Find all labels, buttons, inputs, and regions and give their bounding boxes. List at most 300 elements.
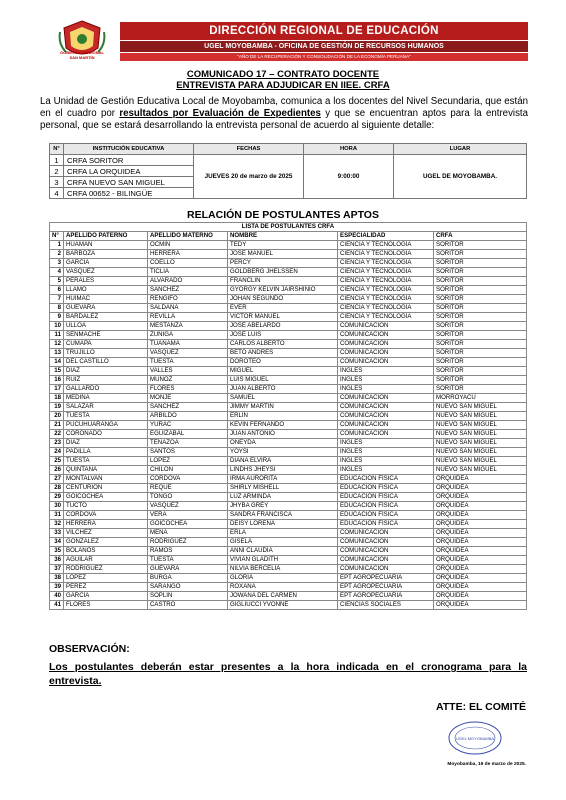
table-cell: LOPEZ — [64, 574, 148, 583]
table-cell: CIENCIA Y TECNOLOGÍA — [338, 241, 434, 250]
table-cell: RODRIGUEZ — [64, 565, 148, 574]
table-cell: LLAMO — [64, 286, 148, 295]
table-cell: VIVIAN GLADITH — [228, 556, 338, 565]
schedule-header: INSTITUCIÓN EDUCATIVA — [64, 144, 194, 155]
table-cell: TONGO — [148, 493, 228, 502]
table-cell: SORITOR — [434, 304, 527, 313]
table-cell: EPT AGROPECUARIA — [338, 583, 434, 592]
table-cell: 13 — [50, 349, 64, 358]
table-row — [50, 259, 527, 268]
document-date: Moyobamba, 19 de marzo de 2025. — [447, 762, 526, 767]
table-row — [50, 394, 527, 403]
table-cell: COMUNICACIÓN — [338, 565, 434, 574]
table-cell: 3 — [50, 259, 64, 268]
table-row — [50, 349, 527, 358]
table-cell: SORITOR — [434, 250, 527, 259]
table-cell: ORQUIDEA — [434, 601, 527, 610]
table-cell: ORQUIDEA — [434, 565, 527, 574]
table-cell: VALLES — [148, 367, 228, 376]
table-cell: BARDALEZ — [64, 313, 148, 322]
table-cell: NUEVO SAN MIGUEL — [434, 412, 527, 421]
table-cell: NUEVO SAN MIGUEL — [434, 403, 527, 412]
table-cell: CIENCIA Y TECNOLOGÍA — [338, 277, 434, 286]
table-row — [50, 511, 527, 520]
table-cell: HERRERA — [64, 520, 148, 529]
table-cell: ORQUIDEA — [434, 511, 527, 520]
table-cell: DIANA ELVIRA — [228, 457, 338, 466]
table-cell: CORONADO — [64, 430, 148, 439]
table-cell: FLORES — [148, 385, 228, 394]
table-cell: BOLAÑOS — [64, 547, 148, 556]
table-cell: LUZ ARMINDA — [228, 493, 338, 502]
table-cell: PUCUHUARANGA — [64, 421, 148, 430]
applicants-header: APELLIDO PATERNO — [64, 232, 148, 241]
table-cell: NUEVO SAN MIGUEL — [434, 448, 527, 457]
table-cell: 26 — [50, 466, 64, 475]
table-row — [50, 502, 527, 511]
table-cell: CORDOVA — [148, 475, 228, 484]
applicants-header: ESPECIALIDAD — [338, 232, 434, 241]
table-row — [50, 583, 527, 592]
table-cell: 15 — [50, 367, 64, 376]
table-cell: EDUCACIÓN FÍSICA — [338, 520, 434, 529]
table-cell: MEDINA — [64, 394, 148, 403]
table-cell: 6 — [50, 286, 64, 295]
table-cell: SALDAÑA — [148, 304, 228, 313]
table-cell: INGLES — [338, 367, 434, 376]
table-cell: 25 — [50, 457, 64, 466]
table-row — [50, 439, 527, 448]
table-cell: JOSE ABELARDO — [228, 322, 338, 331]
table-row — [50, 241, 527, 250]
table-row — [50, 322, 527, 331]
table-cell: JOWANA DEL CARMEN — [228, 592, 338, 601]
table-cell: EDUCACIÓN FÍSICA — [338, 511, 434, 520]
table-cell: 14 — [50, 358, 64, 367]
table-row — [50, 475, 527, 484]
table-cell: 35 — [50, 547, 64, 556]
table-cell: IRMA AURORITA — [228, 475, 338, 484]
table-cell: INGLES — [338, 457, 434, 466]
table-cell: SORITOR — [434, 322, 527, 331]
table-cell: JOHAN SEGUNDO — [228, 295, 338, 304]
table-cell: TUESTA — [148, 556, 228, 565]
table-cell: SORITOR — [434, 286, 527, 295]
table-cell: ORQUIDEA — [434, 583, 527, 592]
table-cell: TUCTO — [64, 502, 148, 511]
schedule-row: 1 CRFA SORITOR JUEVES 20 de marzo de 2025 9:00:00 UGEL DE MOYOBAMBA. — [50, 155, 527, 166]
table-cell: ARBILDO — [148, 412, 228, 421]
table-cell: 10 — [50, 322, 64, 331]
table-cell: EDUCACIÓN FÍSICA — [338, 493, 434, 502]
table-cell: 40 — [50, 592, 64, 601]
table-cell: FLORES — [64, 601, 148, 610]
table-cell: CIENCIA Y TECNOLOGÍA — [338, 268, 434, 277]
applicants-header: N° — [50, 232, 64, 241]
table-cell: 22 — [50, 430, 64, 439]
table-cell: HUAMAN — [64, 241, 148, 250]
table-cell: OCMIN — [148, 241, 228, 250]
table-cell: PERCY — [228, 259, 338, 268]
table-row — [50, 520, 527, 529]
signature-committee: ATTE: EL COMITÉ — [435, 701, 526, 713]
table-cell: EVER — [228, 304, 338, 313]
table-cell: EPT AGROPECUARIA — [338, 592, 434, 601]
table-row — [50, 529, 527, 538]
table-cell: SANCHEZ — [148, 403, 228, 412]
table-row — [50, 565, 527, 574]
header-motto: "AÑO DE LA RECUPERACIÓN Y CONSOLIDACIÓN DE LA ECONOMÍA PERUANA" — [120, 53, 528, 61]
table-cell: DIAZ — [64, 367, 148, 376]
table-cell: REVILLA — [148, 313, 228, 322]
table-cell: SALAZAR — [64, 403, 148, 412]
table-cell: 19 — [50, 403, 64, 412]
table-cell: ULLOA — [64, 322, 148, 331]
table-row — [50, 313, 527, 322]
table-cell: COMUNICACIÓN — [338, 538, 434, 547]
table-cell: SHIRLY MISHELL — [228, 484, 338, 493]
table-cell: SORITOR — [434, 241, 527, 250]
table-cell: SORITOR — [434, 331, 527, 340]
table-cell: INGLES — [338, 466, 434, 475]
table-cell: COMUNICACIÓN — [338, 547, 434, 556]
table-cell: SORITOR — [434, 358, 527, 367]
schedule-header: LUGAR — [394, 144, 527, 155]
table-cell: FRANCLIN — [228, 277, 338, 286]
table-cell: ERLIN — [228, 412, 338, 421]
table-cell: GUEVARA — [64, 304, 148, 313]
table-cell: 33 — [50, 529, 64, 538]
table-cell: ALVARADO — [148, 277, 228, 286]
table-cell: LUIS MIGUEL — [228, 376, 338, 385]
table-cell: DOROTEO — [228, 358, 338, 367]
table-cell: 20 — [50, 412, 64, 421]
table-cell: INGLES — [338, 385, 434, 394]
table-cell: INGLES — [338, 448, 434, 457]
table-cell: CIENCIA Y TECNOLOGÍA — [338, 250, 434, 259]
table-cell: 41 — [50, 601, 64, 610]
table-cell: JOSE LUIS — [228, 331, 338, 340]
table-cell: ONEYDA — [228, 439, 338, 448]
table-cell: SORITOR — [434, 340, 527, 349]
table-cell: ZUÑIGA — [148, 331, 228, 340]
table-cell: TRUJILLO — [64, 349, 148, 358]
table-cell: ERLA — [228, 529, 338, 538]
table-cell: SAMUEL — [228, 394, 338, 403]
table-cell: INGLES — [338, 439, 434, 448]
table-cell: GYORGY KELVIN JAIRSHINIO — [228, 286, 338, 295]
table-cell: BURGA — [148, 574, 228, 583]
applicants-header: NOMBRE — [228, 232, 338, 241]
table-cell: NUEVO SAN MIGUEL — [434, 457, 527, 466]
table-row — [50, 601, 527, 610]
table-cell: COMUNICACIÓN — [338, 421, 434, 430]
table-cell: GOICOCHEA — [148, 520, 228, 529]
table-cell: GUEVARA — [148, 565, 228, 574]
table-cell: YOYSI — [228, 448, 338, 457]
table-cell: MONJE — [148, 394, 228, 403]
table-cell: VASQUEZ — [64, 268, 148, 277]
table-row — [50, 304, 527, 313]
table-cell: HERRERA — [148, 250, 228, 259]
table-cell: PEREZ — [64, 583, 148, 592]
table-cell: SORITOR — [434, 268, 527, 277]
table-row — [50, 556, 527, 565]
table-cell: CIENCIA Y TECNOLOGÍA — [338, 259, 434, 268]
table-cell: ORQUIDEA — [434, 520, 527, 529]
table-cell: EPT AGROPECUARIA — [338, 574, 434, 583]
list-title: RELACIÓN DE POSTULANTES APTOS — [187, 209, 379, 221]
table-cell: SORITOR — [434, 295, 527, 304]
table-row — [50, 250, 527, 259]
stamp-text: UGEL MOYOBAMBA — [455, 736, 495, 741]
table-cell: TENAZOA — [148, 439, 228, 448]
table-cell: VILCHEZ — [64, 529, 148, 538]
table-cell: RODRIGUEZ — [148, 538, 228, 547]
table-cell: ORQUIDEA — [434, 493, 527, 502]
schedule-table — [49, 143, 527, 199]
table-cell: DIAZ — [64, 439, 148, 448]
table-cell: CIENCIA Y TECNOLOGÍA — [338, 295, 434, 304]
table-cell: 37 — [50, 565, 64, 574]
communique-title: COMUNICADO 17 – CONTRATO DOCENTE — [186, 69, 380, 80]
table-cell: SANCHEZ — [148, 286, 228, 295]
table-cell: VASQUEZ — [148, 349, 228, 358]
table-cell: BARBOZA — [64, 250, 148, 259]
table-cell: TUESTA — [64, 457, 148, 466]
table-cell: 39 — [50, 583, 64, 592]
table-cell: CIENCIA Y TECNOLOGÍA — [338, 286, 434, 295]
table-cell: CENTURIÓN — [64, 484, 148, 493]
table-row — [50, 376, 527, 385]
table-cell: PERALES — [64, 277, 148, 286]
table-cell: RUIZ — [64, 376, 148, 385]
table-cell: ORQUIDEA — [434, 529, 527, 538]
table-cell: 12 — [50, 340, 64, 349]
table-cell: 27 — [50, 475, 64, 484]
table-cell: ORQUIDEA — [434, 502, 527, 511]
intro-paragraph: La Unidad de Gestión Educativa Local de Moyobamba, comunica a los docentes del Nivel Secundaria, que están en el cuadro por resultados por Evaluación de Expedientes y que se encuentran aptos para la entrevista personal, que se estará desarrollando la entrevista personal de acuerdo al siguiente detalle: — [40, 96, 528, 131]
table-cell: MESTANZA — [148, 322, 228, 331]
table-cell: 16 — [50, 376, 64, 385]
table-cell: SORITOR — [434, 376, 527, 385]
table-cell: ROXANA — [228, 583, 338, 592]
table-cell: BETO ANDRES — [228, 349, 338, 358]
table-cell: REQUE — [148, 484, 228, 493]
table-cell: MIGUEL — [228, 367, 338, 376]
table-cell: GLORIA — [228, 574, 338, 583]
table-row — [50, 430, 527, 439]
table-cell: SANDRA FRANCISCA — [228, 511, 338, 520]
table-cell: 17 — [50, 385, 64, 394]
table-cell: TEDY — [228, 241, 338, 250]
table-cell: 1 — [50, 241, 64, 250]
schedule-row: 4 CRFA 00652 - BILINGÜE — [50, 188, 527, 199]
table-row — [50, 403, 527, 412]
table-cell: 8 — [50, 304, 64, 313]
table-cell: CIENCIA Y TECNOLOGÍA — [338, 313, 434, 322]
table-cell: SORITOR — [434, 313, 527, 322]
table-cell: JOSE MANUEL — [228, 250, 338, 259]
table-cell: ANNI CLAUDIA — [228, 547, 338, 556]
table-cell: TUESTA — [64, 412, 148, 421]
table-row — [50, 448, 527, 457]
table-row — [50, 295, 527, 304]
table-row — [50, 493, 527, 502]
table-row — [50, 457, 527, 466]
table-cell: JUAN ANTONIO — [228, 430, 338, 439]
schedule-time: 9:00:00 — [304, 155, 394, 199]
table-cell: GARCIA — [64, 259, 148, 268]
schedule-date: JUEVES 20 de marzo de 2025 — [194, 155, 304, 199]
table-cell: GISELA — [228, 538, 338, 547]
table-cell: GIGLIUCCI YVONNE — [228, 601, 338, 610]
table-cell: 30 — [50, 502, 64, 511]
applicants-header: APELLIDO MATERNO — [148, 232, 228, 241]
table-cell: CIENCIAS SOCIALES — [338, 601, 434, 610]
schedule-row: 2 CRFA LA ORQUIDEA — [50, 166, 527, 177]
table-row — [50, 538, 527, 547]
table-cell: SANTOS — [148, 448, 228, 457]
table-cell: TICLIA — [148, 268, 228, 277]
table-cell: CIENCIA Y TECNOLOGÍA — [338, 304, 434, 313]
table-cell: EDUCACIÓN FÍSICA — [338, 484, 434, 493]
table-cell: EDUCACIÓN FÍSICA — [338, 502, 434, 511]
table-cell: NUEVO SAN MIGUEL — [434, 430, 527, 439]
schedule-header: HORA — [304, 144, 394, 155]
table-cell: MONTALVAN — [64, 475, 148, 484]
table-cell: NUEVO SAN MIGUEL — [434, 439, 527, 448]
table-cell: RAMOS — [148, 547, 228, 556]
table-cell: SORITOR — [434, 259, 527, 268]
table-cell: SARANGO — [148, 583, 228, 592]
table-row — [50, 592, 527, 601]
table-cell: NUEVO SAN MIGUEL — [434, 466, 527, 475]
table-row — [50, 547, 527, 556]
table-cell: CHILON — [148, 466, 228, 475]
table-cell: EGUIZABAL — [148, 430, 228, 439]
communique-subtitle: ENTREVISTA PARA ADJUDICAR EN IIEE. CRFA — [176, 80, 390, 91]
table-row — [50, 340, 527, 349]
table-cell: RENGIFO — [148, 295, 228, 304]
table-cell: 2 — [50, 250, 64, 259]
table-cell: ORQUIDEA — [434, 556, 527, 565]
table-cell: 34 — [50, 538, 64, 547]
table-cell: 9 — [50, 313, 64, 322]
table-cell: DEL CASTILLO — [64, 358, 148, 367]
table-cell: COMUNICACIÓN — [338, 556, 434, 565]
table-row — [50, 367, 527, 376]
table-cell: JHYBA GREY — [228, 502, 338, 511]
table-cell: SORITOR — [434, 367, 527, 376]
table-cell: MUÑOZ — [148, 376, 228, 385]
table-row — [50, 412, 527, 421]
schedule-header: N° — [50, 144, 64, 155]
table-cell: SOPLIN — [148, 592, 228, 601]
table-cell: LINDHS JHEYSI — [228, 466, 338, 475]
table-cell: ORQUIDEA — [434, 484, 527, 493]
table-cell: 23 — [50, 439, 64, 448]
table-cell: GOICOCHEA — [64, 493, 148, 502]
table-cell: AGUILAR — [64, 556, 148, 565]
table-cell: COMUNICACIÓN — [338, 394, 434, 403]
table-cell: GONZALEZ — [64, 538, 148, 547]
table-cell: QUINTANA — [64, 466, 148, 475]
table-cell: COMUNICACIÓN — [338, 349, 434, 358]
table-cell: COMUNICACIÓN — [338, 358, 434, 367]
table-cell: COMUNICACIÓN — [338, 340, 434, 349]
table-cell: COELLO — [148, 259, 228, 268]
table-cell: ORQUIDEA — [434, 574, 527, 583]
table-cell: EDUCACIÓN FÍSICA — [338, 475, 434, 484]
table-cell: 4 — [50, 268, 64, 277]
table-row — [50, 358, 527, 367]
logo-caption: GOBIERNO REGIONAL SAN MARTÍN — [59, 50, 104, 60]
table-cell: HUIMAC — [64, 295, 148, 304]
table-cell: 7 — [50, 295, 64, 304]
table-cell: VICTOR MANUEL — [228, 313, 338, 322]
table-cell: ORQUIDEA — [434, 592, 527, 601]
table-cell: 18 — [50, 394, 64, 403]
table-cell: SENMACHE — [64, 331, 148, 340]
table-cell: VERA — [148, 511, 228, 520]
table-cell: CORDOVA — [64, 511, 148, 520]
schedule-header: FECHAS — [194, 144, 304, 155]
table-cell: CUMAPA — [64, 340, 148, 349]
table-cell: DEISY LORENA — [228, 520, 338, 529]
table-cell: GALLARDO — [64, 385, 148, 394]
table-cell: VASQUEZ — [148, 502, 228, 511]
table-cell: 32 — [50, 520, 64, 529]
table-cell: GARCIA — [64, 592, 148, 601]
header-title: DIRECCIÓN REGIONAL DE EDUCACIÓN — [120, 22, 528, 40]
table-cell: SORITOR — [434, 277, 527, 286]
table-cell: COMUNICACIÓN — [338, 331, 434, 340]
table-cell: TUANAMA — [148, 340, 228, 349]
table-cell: COMUNICACIÓN — [338, 412, 434, 421]
table-row — [50, 484, 527, 493]
table-cell: 5 — [50, 277, 64, 286]
applicants-table — [49, 222, 527, 610]
table-cell: 28 — [50, 484, 64, 493]
table-cell: PADILLA — [64, 448, 148, 457]
table-cell: 29 — [50, 493, 64, 502]
schedule-place: UGEL DE MOYOBAMBA. — [394, 155, 527, 199]
table-cell: ORQUIDEA — [434, 475, 527, 484]
table-cell: COMUNICACIÓN — [338, 430, 434, 439]
table-cell: COMUNICACIÓN — [338, 403, 434, 412]
table-row — [50, 286, 527, 295]
table-cell: 21 — [50, 421, 64, 430]
observation-label: OBSERVACIÓN: — [49, 643, 130, 655]
table-cell: SORITOR — [434, 349, 527, 358]
table-row — [50, 574, 527, 583]
table-row — [50, 385, 527, 394]
table-cell: COMUNICACIÓN — [338, 322, 434, 331]
table-cell: JUAN ALBERTO — [228, 385, 338, 394]
observation-note: Los postulantes deberán estar presentes a la hora indicada en el cronograma para la entrevista. — [49, 661, 527, 687]
applicants-caption: LISTA DE POSTULANTES CRFA — [50, 223, 527, 232]
table-cell: SORITOR — [434, 385, 527, 394]
schedule-row: 3 CRFA NUEVO SAN MIGUEL — [50, 177, 527, 188]
table-cell: NILVIA BERCELIA — [228, 565, 338, 574]
table-cell: CASTRO — [148, 601, 228, 610]
table-cell: 38 — [50, 574, 64, 583]
table-cell: GOLDBERG JHELSSEN — [228, 268, 338, 277]
table-cell: ORQUIDEA — [434, 547, 527, 556]
header-subtitle: UGEL MOYOBAMBA - OFICINA DE GESTIÓN DE RECURSOS HUMANOS — [120, 41, 528, 52]
table-cell: 11 — [50, 331, 64, 340]
